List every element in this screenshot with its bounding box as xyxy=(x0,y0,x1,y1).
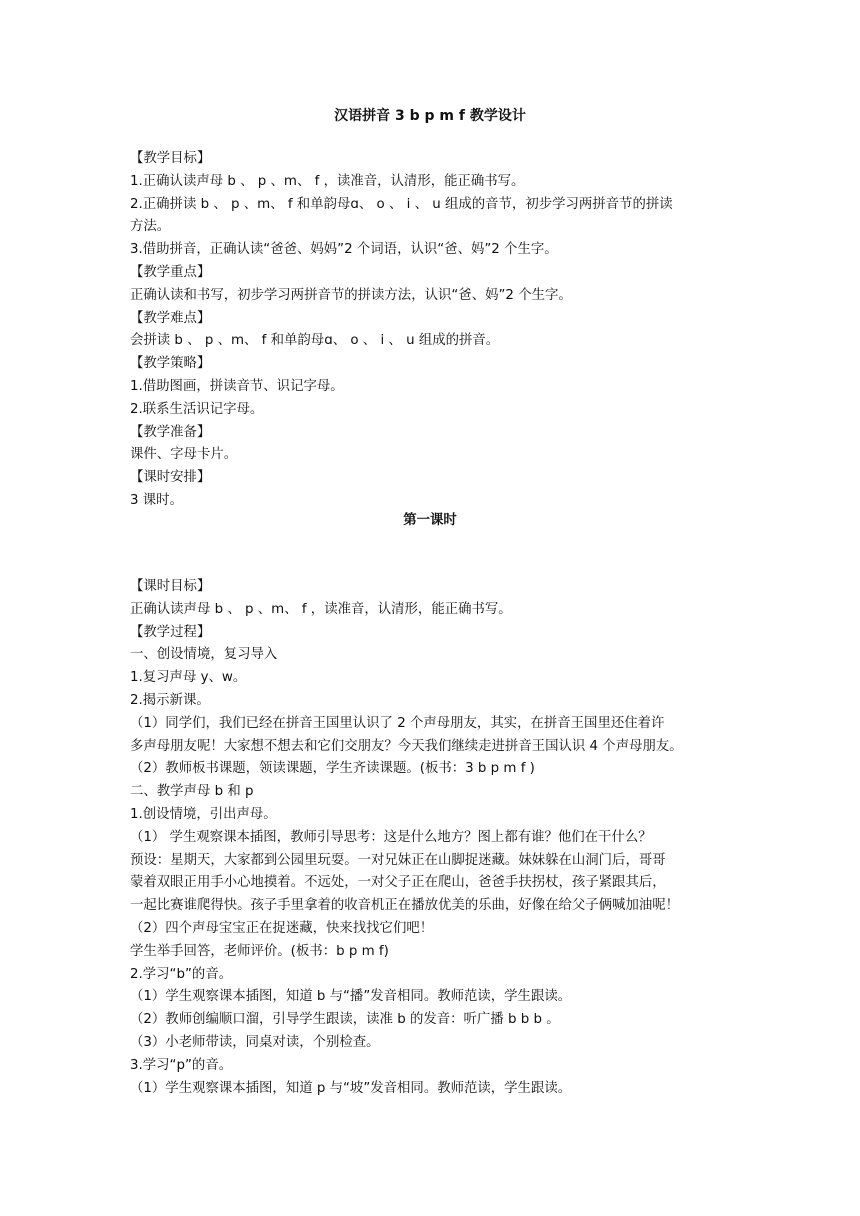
text-line: 一、创设情境，复习导入 xyxy=(130,647,278,663)
document-title: 汉语拼音 3 b p m f 教学设计 xyxy=(334,108,526,124)
text-line: 正确认读声母 b 、 p 、m、 f ，读准音，认清形，能正确书写。 xyxy=(130,601,512,617)
text-line: 【教学目标】 xyxy=(130,151,211,166)
text-line: 2.揭示新课。 xyxy=(130,692,210,708)
intro-section xyxy=(130,148,742,513)
text-line: 蒙着双眼正用手小心地摸着。不远处，一对父子正在爬山，爸爸手扶拐杖，孩子紧跟其后， xyxy=(130,875,666,891)
lesson-heading: 第一课时 xyxy=(403,513,457,528)
text-line: 【教学难点】 xyxy=(130,310,211,326)
text-line: 【教学准备】 xyxy=(130,424,211,440)
text-line: 多声母朋友呢！大家想不想去和它们交朋友？今天我们继续走进拼音王国认识 4 个声母朋友。 xyxy=(130,738,683,754)
text-line: 1.正确认读声母 b 、 p 、m、 f ，读准音，认清形，能正确书写。 xyxy=(130,173,525,189)
text-line: 2.学习“b”的音。 xyxy=(130,966,233,982)
text-line: 2.正确拼读 b 、 p 、m、 f 和单韵母ɑ、 o 、 i 、 u 组成的音节，初步学习两拼音节的拼读 xyxy=(130,196,673,212)
text-line: （2）教师板书课题，领读课题，学生齐读课题。(板书：3 b p m f ) xyxy=(130,761,535,777)
text-line: （1） 学生观察课本插图，教师引导思考：这是什么地方？图上都有谁？他们在干什么？ xyxy=(130,829,652,845)
text-line: 3 课时。 xyxy=(130,492,183,508)
text-line: （1）同学们，我们已经在拼音王国里认识了 2 个声母朋友，其实，在拼音王国里还住着许 xyxy=(130,715,665,731)
text-line: 【课时安排】 xyxy=(130,470,211,486)
text-line: 【课时目标】 xyxy=(130,579,211,594)
text-line: 1.借助图画，拼读音节、识记字母。 xyxy=(130,378,344,394)
text-line: 学生举手回答，老师评价。(板书：b p m f) xyxy=(130,943,389,959)
text-line: （1）学生观察课本插图，知道 b 与“播”发音相同。教师范读，学生跟读。 xyxy=(130,989,572,1005)
text-line: 【教学过程】 xyxy=(130,624,211,640)
text-line: 正确认读和书写，初步学习两拼音节的拼读方法，认识“爸、妈”2 个生字。 xyxy=(130,287,572,303)
text-line: 课件、字母卡片。 xyxy=(130,447,238,463)
text-line: 一起比赛谁爬得快。孩子手里拿着的收音机正在播放优美的乐曲，好像在给父子俩喊加油呢！ xyxy=(130,898,680,914)
text-line: （1）学生观察课本插图，知道 p 与“坡”发音相同。教师范读，学生跟读。 xyxy=(130,1080,572,1096)
text-line: 预设：星期天，大家都到公园里玩耍。一对兄妹正在山脚捉迷藏。妹妹躲在山洞门后，哥哥 xyxy=(130,852,666,868)
text-line: 【教学重点】 xyxy=(130,264,211,280)
text-line: 1.复习声母 y、w。 xyxy=(130,670,247,686)
text-line: 3.借助拼音，正确认读“爸爸、妈妈”2 个词语，认识“爸、妈”2 个生字。 xyxy=(130,242,558,258)
text-line: 1.创设情境，引出声母。 xyxy=(130,806,277,822)
text-line: 3.学习“p”的音。 xyxy=(130,1057,233,1073)
lesson-section xyxy=(130,576,742,1100)
text-line: （2）教师创编顺口溜，引导学生跟读，读准 b 的发音：听广播 b b b 。 xyxy=(130,1012,560,1028)
text-line: 2.联系生活识记字母。 xyxy=(130,401,264,417)
text-line: 会拼读 b 、 p 、m、 f 和单韵母ɑ、 o 、 i 、 u 组成的拼音。 xyxy=(130,333,500,349)
text-line: 二、教学声母 b 和 p xyxy=(130,784,254,800)
text-line: 方法。 xyxy=(130,219,171,235)
text-line: 【教学策略】 xyxy=(130,356,211,372)
text-line: （3）小老师带读，同桌对读，个别检查。 xyxy=(130,1034,380,1050)
text-line: （2）四个声母宝宝正在捉迷藏，快来找找它们吧！ xyxy=(130,920,434,936)
